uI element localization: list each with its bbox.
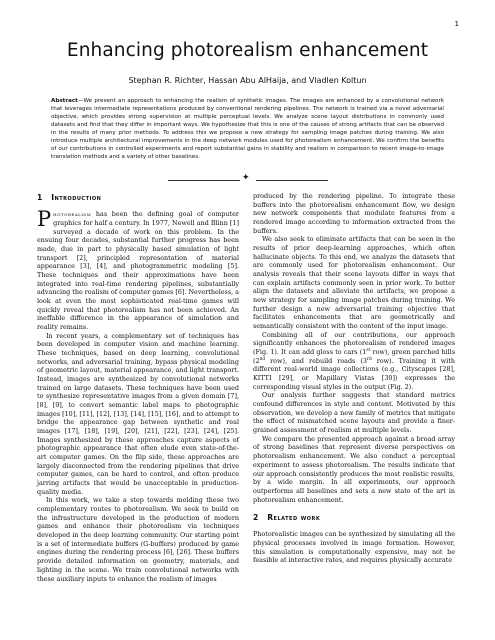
section-divider: [168, 173, 328, 184]
paper-title: Enhancing photorealism enhancement: [66, 40, 429, 61]
related-work-paragraph-1: Photorealistic images can be synthesized by simulating all the physical processes involved in image formation. However, this simulation is computationally expensive, may not be feasible at interactive rates, and requires physically accurate: [253, 530, 455, 565]
author-list: Stephan R. Richter, Hassan Abu AlHaija, and Vladlen Koltun: [128, 76, 367, 85]
abstract-label: Abstract: [51, 98, 78, 104]
intro-paragraph-4: We also seek to eliminate artifacts that can be seen in the results of prior deep-learning approaches, which often hallucinate objects. To this end, we analyze the datasets that are commonly used for photorealism enhancement. Our analysis reveals that their scene layouts differ in ways that can explain artifacts commonly seen in prior work. To better align the datasets and alleviate the artifacts, we propose a new strategy for sampling image patches during training. We further design a new adversarial training objective that facilitates enhancements that are geometrically and semantically consistent with the content of the input image.: [253, 235, 455, 331]
intro-paragraph-1: Photorealism has been the defining goal of computer graphics for half a century. In 1977, Newell and Blinn [1] surveyed a decade of work on this problem. In the ensuing four decades, substantial further progress has been made, due in part to physically based simulation of light transport [2], principled representation of material appearance [3], [4], and photogrammetric modeling [5]. These techniques and their approximations have been integrated into real-time rendering pipelines, substantially advancing the realism of computer games [6]. Nevertheless, a look at even the most sophisticated real-time games will quickly reveal that photorealism has not been achieved. An ineffable difference in the appearance of simulation and reality remains.: [37, 207, 239, 332]
intro-paragraph-5: Combining all of our contributions, our approach significantly enhances the photorealism of rendered images (Fig. 1). It can add gloss to cars (1st row), green parched hills (2nd row), and rebuild roads (3rd row). Training it with different real-world image collections (e.g., Cityscapes [28], KITTI [29], or Mapillary Vistas [30]) expresses the corresponding visual styles in the output (Fig. 2).: [253, 330, 456, 391]
abstract: [51, 98, 444, 162]
intro-paragraph-2: In recent years, a complementary set of techniques has been developed in computer vision and machine learning. These techniques, based on deep learning, convolutional networks, and adversarial training, bypass physical modeling of geometric layout, material appearance, and light transport. Instead, images are synthesized by convolutional networks trained on large datasets. These techniques have been used to synthesize representative images from a given domain [7], [8], [9], to convert semantic label maps to photographic images [10], [11], [12], [13], [14], [15], [16], and to attempt to bridge the appearance gap between synthetic and real images [17], [18], [19], [20], [21], [22], [23], [24], [25]. Images synthesized by these approaches capture aspects of photographic appearance that often elude even state-of-the-art computer games. On the flip side, these approaches are largely disconnected from the rendering pipelines that drive computer games, can be hard to control, and often produce jarring artifacts that would be unacceptable in production-quality media.: [37, 331, 239, 496]
section-heading-related-work: 2 Related work: [253, 513, 321, 523]
section-heading-introduction: 1 Introduction: [37, 193, 102, 202]
intro-paragraph-3: In this work, we take a step towards melding these two complementary routes to photorealism. We seek to build on the infrastructure developed in the production of modern games and enhance their photorealism via techniques developed in the deep learning community. Our starting point is a set of intermediate buffers (G-buffers) produced by game engines during the rendering process [6], [26]. These buffers provide detailed information on geometry, materials, and lighting in the scene. We train convolutional networks with these auxiliary inputs to enhance the realism of images: [37, 496, 239, 583]
divider-star-icon: ✦: [242, 173, 250, 183]
dropcap-letter: P: [37, 207, 52, 232]
left-column: [37, 193, 239, 583]
intro-paragraph-7: We compare the presented approach against a broad array of strong baselines that represent diverse perspectives on photorealism enhancement. We also conduct a perceptual experiment to assess photorealism. The results indicate that our approach consistently produces the most realistic results, by a wide margin. In all experiments, our approach outperforms all baselines and sets a new state of the art in photorealism enhancement.: [253, 434, 455, 504]
right-column: [253, 192, 455, 565]
intro-paragraph-6: Our analysis further suggests that standard metrics confound differences in style and content. Motivated by this observation, we develop a new family of metrics that mitigate the effect of mismatched scene layouts and provide a finer-grained assessment of realism at multiple levels.: [253, 391, 455, 435]
intro-paragraph-3-cont: produced by the rendering pipeline. To integrate these buffers into the photorealism enhancement flow, we design new network components that modulate features from a rendered image according to information extracted from the buffers.: [253, 192, 455, 235]
abstract-text: —We present an approach to enhancing the realism of synthetic images. The images are enhanced by a convolutional network that leverages intermediate representations produced by conventional rendering pipelines. The network is trained via a novel adversarial objective, which provides strong supervision at multiple perceptual levels. We analyze scene layout distributions in commonly used datasets and find that they differ in important ways. We hypothesize that this is one of the causes of strong artifacts that can be observed in the results of many prior methods. To address this we propose a new strategy for sampling image patches during training. We also introduce multiple architectural improvements in the deep network modules used for photorealism enhancement. We confirm the benefits of our contributions in controlled experiments and report substantial gains in stability and realism in comparison to recent image-to-image translation methods and a variety of other baselines.: [51, 98, 444, 160]
page-number: 1: [454, 20, 459, 28]
